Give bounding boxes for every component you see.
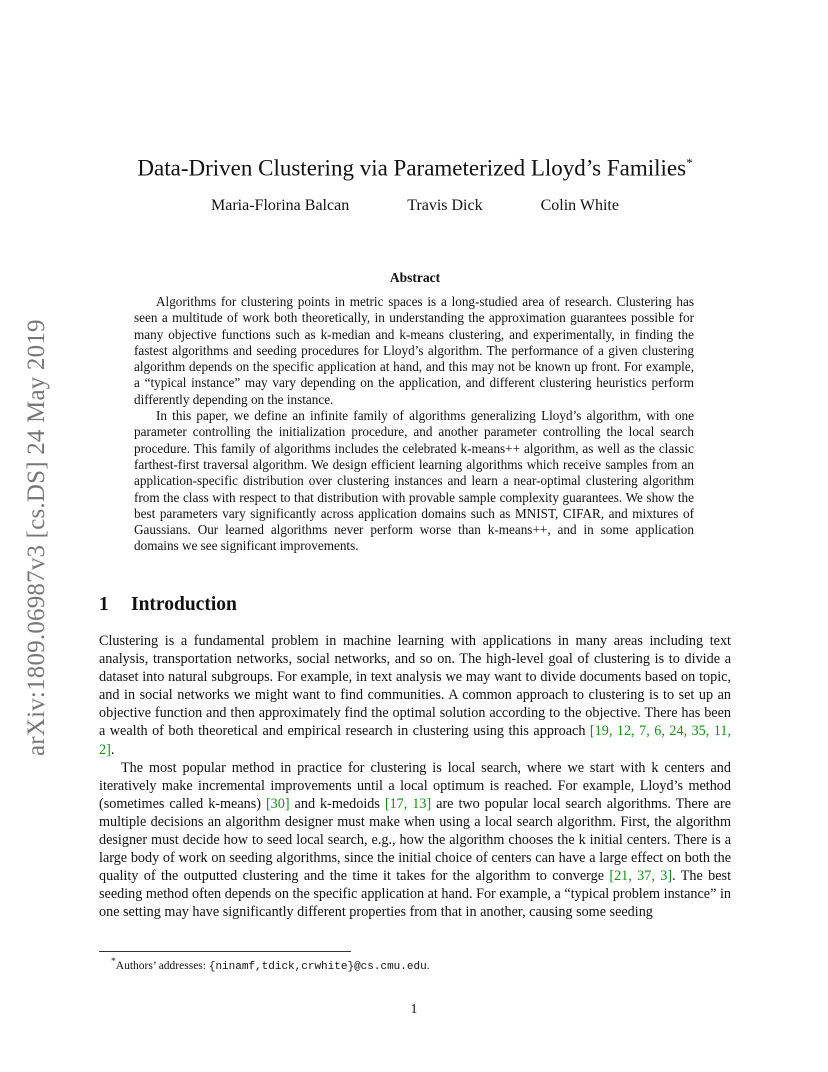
body-paragraph [99, 759, 731, 922]
author-list [100, 197, 730, 215]
footnote [111, 956, 430, 973]
paper-title-text: Data-Driven Clustering via Parameterized Lloyd’s Families [137, 155, 687, 181]
abstract [134, 294, 694, 555]
abstract-heading: Abstract [389, 270, 441, 285]
footnote-rule [99, 951, 351, 952]
abstract-paragraph: Algorithms for clustering points in metric spaces is a long-studied area of research. Clustering has seen a multitude of work both theoretically, in understanding the approximation guarantees possible for many objective functions such as k-median and k-means clustering, and experimentally, in finding the fastest algorithms and seeding procedures for Lloyd’s algorithm. The performance of a given clustering algorithm depends on the specific application at hand, and this may not be known up front. For example, a “typical instance” may vary depending on the application, and different clustering heuristics perform differently depending on the instance. [134, 294, 694, 407]
section-title: Introduction [131, 594, 237, 615]
body-text [99, 632, 731, 922]
abstract-paragraph: In this paper, we define an infinite family of algorithms generalizing Lloyd’s algorithm, with one parameter controlling the initialization procedure, and another parameter controlling the local search procedure. This family of algorithms includes the celebrated k-means++ algorithm, as well as the classic farthest-first traversal algorithm. We design efficient learning algorithms which receive samples from an application-specific distribution over clustering instances and learn a near-optimal clustering algorithm from the class with respect to that distribution with provable sample complexity guarantees. We show the best parameters vary significantly across application domains such as MNIST, CIFAR, and mixtures of Gaussians. Our learned algorithms never perform worse than k-means++, and in some application domains we see significant improvements. [134, 408, 694, 554]
paragraph-text: The most popular method in practice for clustering is local search, where we start with k centers and iteratively make incremental improvements until a local optimum is reached. For example, Lloyd’s method (sometimes called k-means) [99, 759, 731, 812]
title-footnote-mark: * [686, 155, 693, 170]
paper-title [100, 148, 730, 184]
citation-link[interactable]: [17, 13] [384, 795, 432, 812]
citation-link[interactable]: [19, 12, 7, 6, 24, 35, 11, 2] [99, 723, 732, 758]
paragraph-text: . The best seeding method often depends on the specific application at hand. For example, a “typical problem instance” in one setting may have significantly different properties from that in another, causing some seeding [99, 868, 732, 921]
page-number: 1 [410, 1002, 418, 1017]
paragraph-text: are two popular local search algorithms. There are multiple decisions an algorithm designer must make when using a local search algorithm. First, the algorithm designer must decide how to seed local search, e.g., how the algorithm chooses the k initial centers. There is a large body of work on seeding algorithms, since the initial choice of centers can have a large effect on both the quality of the outputted clustering and the time it takes for the algorithm to converge [99, 795, 731, 885]
footnote-label: Authors’ addresses: [115, 959, 209, 972]
author-name: Travis Dick [407, 197, 483, 214]
paragraph-text: and k-medoids [289, 795, 385, 812]
section-number: 1 [99, 594, 109, 615]
footnote-mark: * [111, 956, 116, 967]
footnote-end: . [426, 959, 430, 972]
author-name: Colin White [540, 197, 619, 214]
footnote-emails: {ninamf,tdick,crwhite}@cs.cmu.edu [208, 960, 427, 973]
citation-link[interactable]: [30] [265, 795, 290, 812]
section-heading [99, 594, 237, 616]
paragraph-text: Clustering is a fundamental problem in machine learning with applications in many areas including text analysis, transportation networks, social networks, and so on. The high-level goal of clustering is to divide a dataset into natural subgroups. For example, in text analysis we may want to divide documents based on topic, and in social networks we might want to find communities. A common approach to clustering is to set up an objective function and then approximately find the optimal solution according to the objective. There has been a wealth of both theoretical and empirical research in clustering using this approach [99, 633, 731, 740]
body-paragraph [99, 632, 731, 759]
citation-link[interactable]: [21, 37, 3] [609, 868, 673, 885]
author-name: Maria-Florina Balcan [211, 197, 350, 214]
arxiv-identifier: arXiv:1809.06987v3 [cs.DS] 24 May 2019 [23, 319, 50, 756]
paragraph-text: . [110, 741, 115, 758]
